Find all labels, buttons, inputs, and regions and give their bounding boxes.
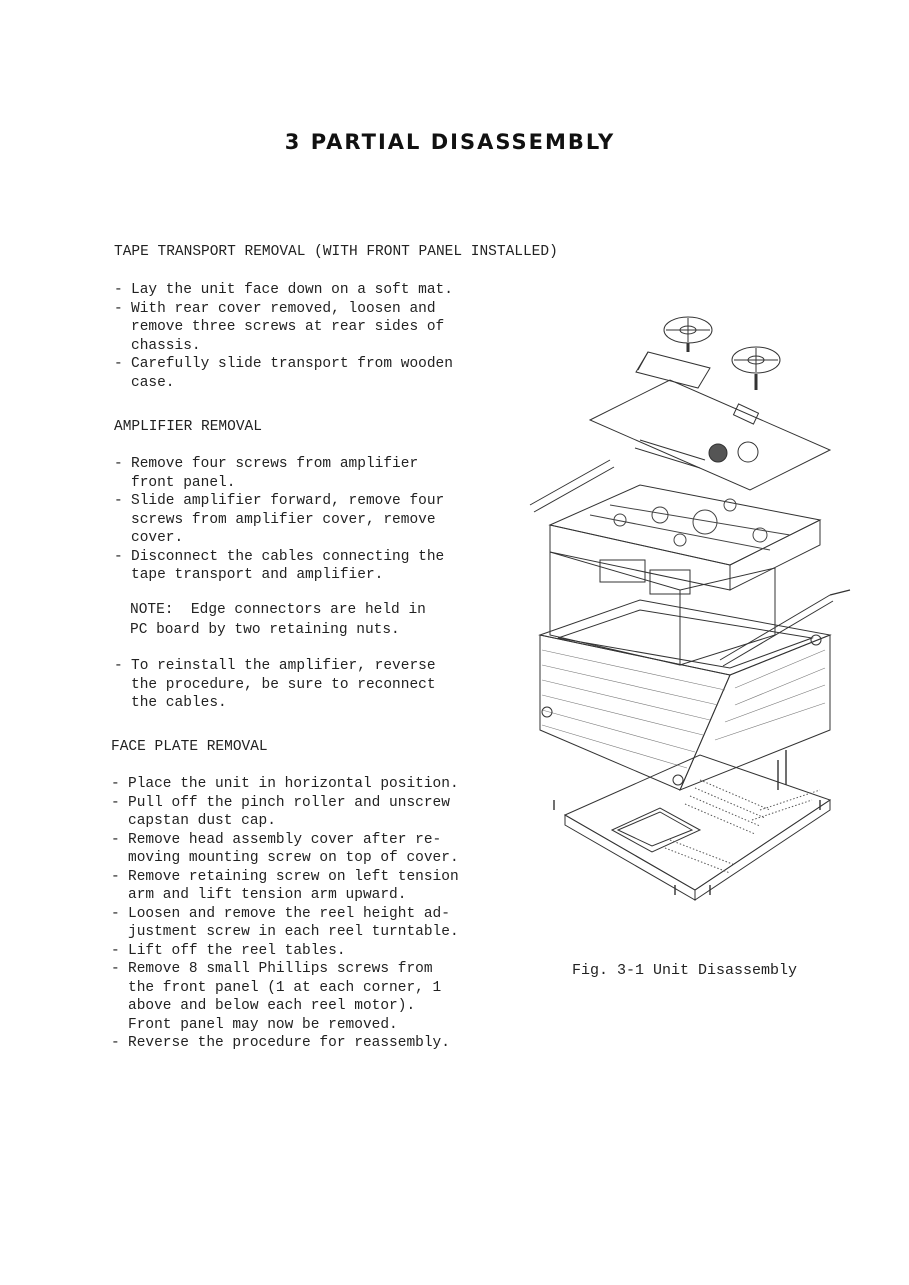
- step-item: - Remove head assembly cover after re- moving mounting screw on top of cover.: [111, 831, 459, 868]
- step-item: - Remove retaining screw on left tension arm and lift tension arm upward.: [111, 868, 459, 905]
- step-item: - Lift off the reel tables.: [111, 942, 459, 961]
- step-item: - Reverse the procedure for reassembly.: [111, 1034, 459, 1053]
- reel-table-left: [664, 317, 712, 352]
- step-item: - Loosen and remove the reel height ad- justment screw in each reel turntable.: [111, 905, 459, 942]
- amplifier-note: NOTE: Edge connectors are held in PC board by two retaining nuts.: [130, 602, 426, 638]
- page-title: 3 PARTIAL DISASSEMBLY: [284, 130, 616, 154]
- front-panel: [590, 380, 830, 490]
- step-item: - Disconnect the cables connecting the tape transport and amplifier.: [114, 548, 444, 585]
- bottom-plate: [565, 755, 830, 900]
- head-assembly-cover: [636, 352, 710, 388]
- unit-disassembly-figure: [520, 290, 890, 920]
- step-item: - Remove 8 small Phillips screws from the front panel (1 at each corner, 1 above and below each reel motor). Front panel may now be removed.: [111, 960, 459, 1034]
- reel-table-right: [732, 347, 780, 390]
- figure-caption: Fig. 3-1 Unit Disassembly: [572, 962, 798, 979]
- step-item: - Pull off the pinch roller and unscrew capstan dust cap.: [111, 794, 459, 831]
- step-item: - With rear cover removed, loosen and remove three screws at rear sides of chassis.: [114, 300, 453, 356]
- step-item: - Carefully slide transport from wooden case.: [114, 355, 453, 392]
- step-item: - To reinstall the amplifier, reverse the procedure, be sure to reconnect the cables.: [114, 657, 436, 713]
- amplifier-steps: [114, 455, 444, 585]
- section-heading-amplifier: AMPLIFIER REMOVAL: [114, 419, 262, 435]
- step-item: - Place the unit in horizontal position.: [111, 775, 459, 794]
- amplifier-reinstall-steps: [114, 657, 436, 713]
- step-item: - Remove four screws from amplifier front panel.: [114, 455, 444, 492]
- face-plate-steps: [111, 775, 459, 1053]
- transport-chassis: [550, 485, 820, 565]
- section-heading-tape-transport: TAPE TRANSPORT REMOVAL (WITH FRONT PANEL INSTALLED): [114, 244, 558, 260]
- tape-transport-steps: [114, 281, 453, 392]
- step-item: - Lay the unit face down on a soft mat.: [114, 281, 453, 300]
- step-item: - Slide amplifier forward, remove four screws from amplifier cover, remove cover.: [114, 492, 444, 548]
- section-heading-face-plate: FACE PLATE REMOVAL: [111, 739, 268, 755]
